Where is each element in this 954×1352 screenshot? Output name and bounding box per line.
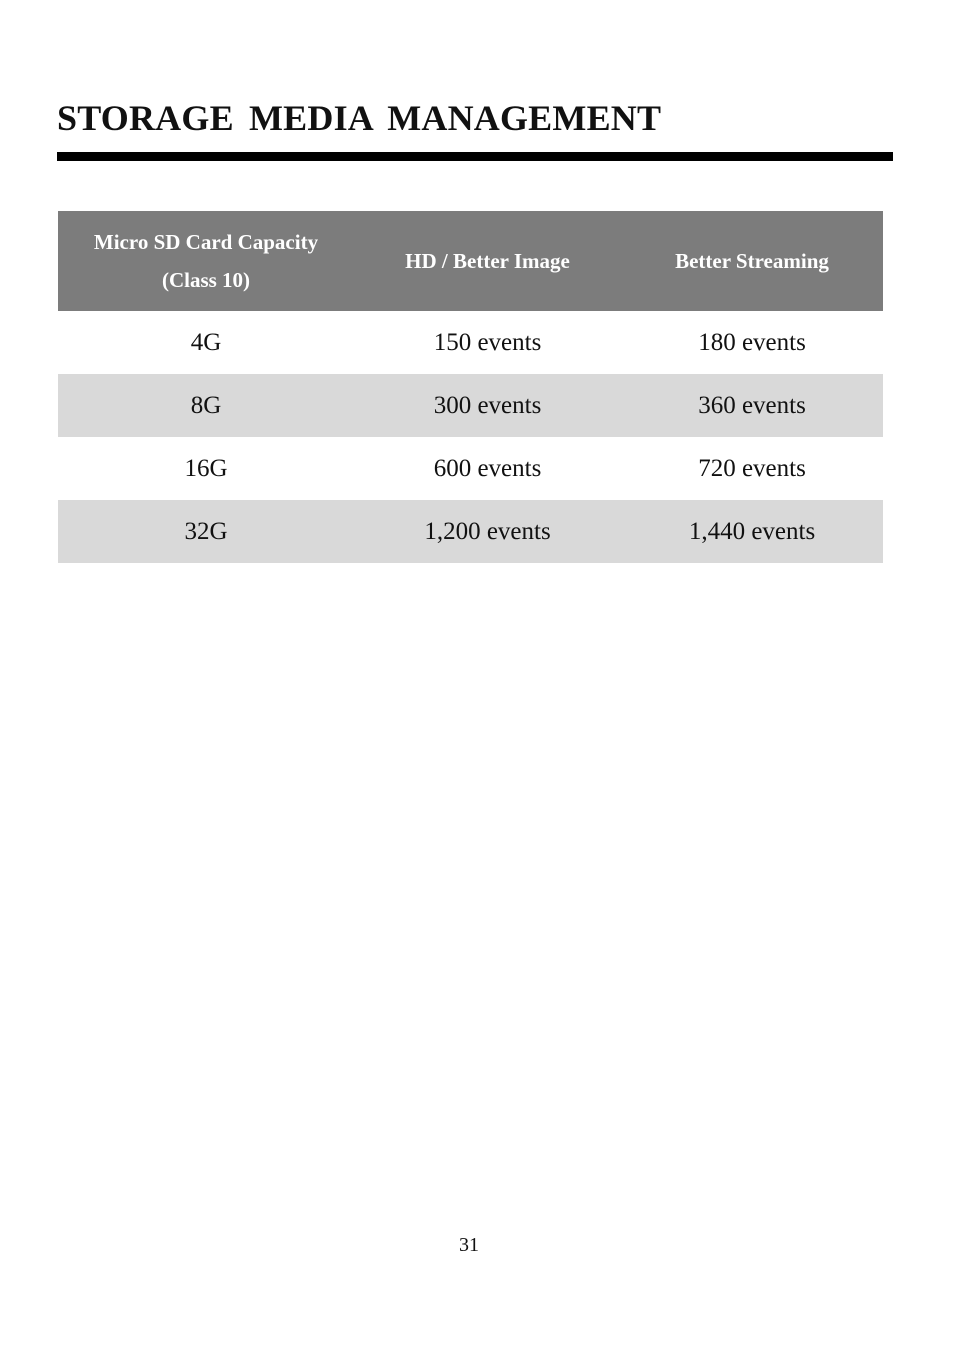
header-hd-better-image [354, 211, 621, 311]
cell-hd-events: 600 events [354, 437, 621, 500]
header-streaming-label: Better Streaming [675, 249, 829, 273]
header-better-streaming [621, 211, 883, 311]
cell-capacity: 16G [58, 437, 354, 500]
header-capacity-line1: Micro SD Card Capacity [93, 230, 319, 254]
title-divider [57, 152, 893, 161]
table-row [58, 500, 883, 563]
table-row [58, 437, 883, 500]
cell-hd-events: 150 events [354, 311, 621, 374]
table-row [58, 311, 883, 374]
cell-streaming-events: 360 events [621, 374, 883, 437]
cell-hd-events: 300 events [354, 374, 621, 437]
cell-hd-events: 1,200 events [354, 500, 621, 563]
cell-capacity: 8G [58, 374, 354, 437]
page-title: STORAGE MEDIA MANAGEMENT [57, 98, 662, 138]
cell-capacity: 4G [58, 311, 354, 374]
cell-capacity: 32G [58, 500, 354, 563]
header-hd-label: HD / Better Image [405, 249, 570, 273]
storage-capacity-table [58, 211, 883, 563]
table-row [58, 374, 883, 437]
header-capacity [58, 211, 354, 311]
cell-streaming-events: 720 events [621, 437, 883, 500]
header-capacity-line2: (Class 10) [161, 268, 251, 292]
page-number: 31 [459, 1234, 479, 1256]
cell-streaming-events: 1,440 events [621, 500, 883, 563]
table-header-row [58, 211, 883, 311]
cell-streaming-events: 180 events [621, 311, 883, 374]
